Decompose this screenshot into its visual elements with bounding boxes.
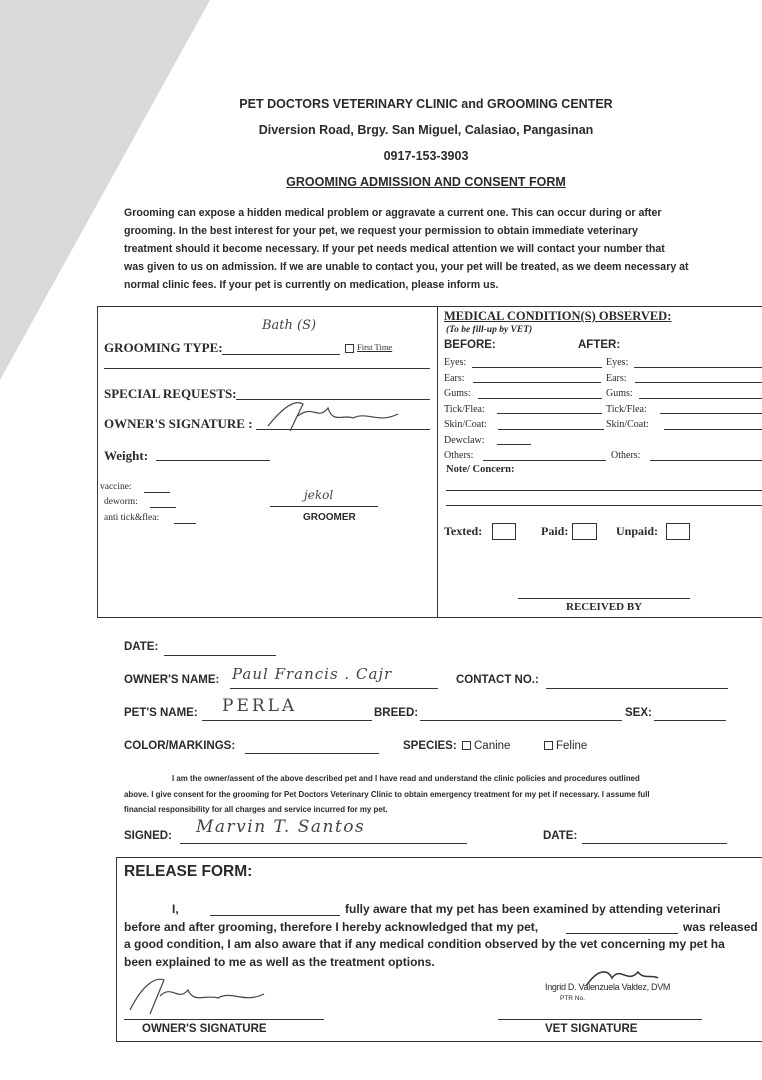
vaccine-line[interactable] bbox=[144, 492, 170, 493]
release-line-1: fully aware that my pet has been examined by attending veterinari bbox=[345, 902, 721, 916]
release-line-4: been explained to me as well as the treatment options. bbox=[124, 955, 435, 969]
texted-checkbox[interactable] bbox=[492, 523, 516, 540]
before-dewclaw-line[interactable] bbox=[497, 444, 531, 445]
grooming-type-label: GROOMING TYPE: bbox=[104, 340, 223, 355]
deworm-label: deworm: bbox=[104, 497, 138, 507]
breed-label: BREED: bbox=[374, 707, 419, 719]
after-item-others: Others: bbox=[611, 450, 641, 461]
after-eyes-line[interactable] bbox=[634, 367, 762, 368]
groomer-label: GROOMER bbox=[303, 512, 356, 523]
after-list bbox=[606, 355, 649, 464]
before-item-eyes: Eyes: bbox=[444, 357, 467, 368]
received-by-line[interactable] bbox=[518, 598, 690, 599]
signed-value: Marvin T. Santos bbox=[196, 817, 366, 837]
received-by-label: RECEIVED BY bbox=[566, 601, 643, 613]
texted-label: Texted: bbox=[444, 524, 483, 538]
release-owner-name-line[interactable] bbox=[210, 915, 340, 916]
medical-title: MEDICAL CONDITION(S) OBSERVED: bbox=[444, 309, 672, 323]
vet-ptr-no: PTR No. bbox=[560, 995, 585, 1002]
grooming-type-extra-line bbox=[104, 368, 430, 369]
consent-line: I am the owner/assent of the above described pet and I have read and understand the clinic policies and procedures outlined bbox=[172, 774, 640, 783]
before-item-others: Others: bbox=[444, 450, 474, 461]
form-title: GROOMING ADMISSION AND CONSENT FORM bbox=[286, 175, 566, 189]
intro-line: grooming. In the best interest for your pet, we request your permission to obtain immediate veterinary bbox=[124, 225, 638, 237]
after-ears-line[interactable] bbox=[635, 382, 762, 383]
before-item-ears: Ears: bbox=[444, 372, 465, 384]
intro-paragraph bbox=[124, 204, 689, 294]
breed-line[interactable] bbox=[420, 720, 622, 721]
vet-signature-label: VET SIGNATURE bbox=[545, 1023, 638, 1035]
sex-label: SEX: bbox=[625, 707, 652, 719]
species-label: SPECIES: bbox=[403, 740, 457, 752]
contact-line[interactable] bbox=[546, 688, 728, 689]
signed-label: SIGNED: bbox=[124, 830, 172, 842]
canine-label: Canine bbox=[474, 740, 511, 752]
after-tick-line[interactable] bbox=[660, 413, 762, 414]
owner-name-label: OWNER'S NAME: bbox=[124, 674, 220, 686]
release-owner-signature-label: OWNER'S SIGNATURE bbox=[142, 1023, 267, 1035]
release-i-label: I, bbox=[172, 902, 179, 916]
contact-label: CONTACT NO.: bbox=[456, 674, 539, 686]
feline-label: Feline bbox=[556, 740, 588, 752]
date-label: DATE: bbox=[124, 641, 159, 653]
owner-signature-label: OWNER'S SIGNATURE : bbox=[104, 416, 253, 431]
intro-line: normal clinic fees. If your pet is currently on medication, please inform us. bbox=[124, 279, 499, 291]
pet-name-label: PET'S NAME: bbox=[124, 707, 198, 719]
medical-subtitle: (To be fill-up by VET) bbox=[446, 325, 533, 335]
groomer-name: jekol bbox=[304, 488, 334, 502]
clinic-name: PET DOCTORS VETERINARY CLINIC and GROOMING CENTER bbox=[239, 97, 613, 111]
anti-tick-label: anti tick&flea: bbox=[104, 513, 160, 523]
canine-checkbox[interactable] bbox=[462, 741, 471, 750]
color-line[interactable] bbox=[245, 753, 379, 754]
release-owner-signature-drawing bbox=[122, 972, 272, 1017]
consent-line: financial responsibility for all charges and service incurred for my pet. bbox=[124, 805, 388, 814]
after-item-eyes: Eyes: bbox=[606, 357, 629, 368]
species-feline-option[interactable] bbox=[544, 740, 587, 752]
after-label: AFTER: bbox=[578, 339, 621, 351]
release-owner-signature-line[interactable] bbox=[124, 1019, 324, 1020]
release-line-3: a good condition, I am also aware that if any medical condition observed by the vet concerning my pet ha bbox=[124, 937, 725, 951]
clinic-address: Diversion Road, Brgy. San Miguel, Calasiao, Pangasinan bbox=[258, 123, 594, 137]
pet-name-line[interactable] bbox=[202, 720, 372, 721]
after-skin-line[interactable] bbox=[664, 429, 762, 430]
weight-label: Weight: bbox=[104, 448, 149, 463]
intro-line: Grooming can expose a hidden medical problem or aggravate a current one. This can occur during or after bbox=[124, 207, 662, 219]
intro-line: treatment should it become necessary. If your pet needs medical attention we will contact your number that bbox=[124, 243, 665, 255]
first-time-checkbox[interactable] bbox=[345, 344, 354, 353]
weight-line[interactable] bbox=[156, 460, 270, 461]
unpaid-label: Unpaid: bbox=[616, 524, 659, 538]
before-label: BEFORE: bbox=[444, 339, 496, 351]
signed-date-line[interactable] bbox=[582, 843, 727, 844]
note-label: Note/ Concern: bbox=[446, 464, 515, 475]
note-line-2[interactable] bbox=[446, 505, 762, 506]
after-item-ears: Ears: bbox=[606, 372, 627, 384]
release-line-2b: was released bbox=[683, 920, 758, 934]
unpaid-checkbox[interactable] bbox=[666, 523, 690, 540]
anti-tick-line[interactable] bbox=[174, 523, 196, 524]
first-time-label: First Time bbox=[357, 342, 393, 352]
after-others-line[interactable] bbox=[650, 460, 762, 461]
before-eyes-line[interactable] bbox=[472, 367, 602, 368]
vet-signature-drawing bbox=[582, 964, 662, 994]
release-line-2a: before and after grooming, therefore I hereby acknowledged that my pet, bbox=[124, 920, 539, 934]
pet-name-value: PERLA bbox=[222, 696, 298, 716]
vet-name-stamp: Ingrid D. Valenzuela Valdez, DVM bbox=[545, 982, 671, 992]
grooming-type-value: Bath (S) bbox=[262, 318, 317, 333]
box-divider bbox=[437, 306, 438, 617]
grooming-type-line[interactable] bbox=[222, 354, 340, 355]
before-item-tick: Tick/Flea: bbox=[444, 403, 485, 415]
owner-name-value: Paul Francis . Cajr bbox=[232, 665, 393, 683]
special-requests-label: SPECIAL REQUESTS: bbox=[104, 386, 237, 401]
note-line-1[interactable] bbox=[446, 490, 762, 491]
before-skin-line[interactable] bbox=[498, 429, 604, 430]
before-ears-line[interactable] bbox=[473, 382, 601, 383]
after-item-gums: Gums: bbox=[606, 388, 633, 399]
release-title: RELEASE FORM: bbox=[124, 863, 253, 880]
groomer-line[interactable] bbox=[270, 506, 378, 507]
first-time-option[interactable] bbox=[345, 342, 392, 353]
owner-signature-drawing bbox=[258, 396, 408, 436]
intro-line: was given to us on admission. If we are unable to contact you, your pet will be treated, as we deem necessary at bbox=[124, 261, 689, 273]
vaccine-label: vaccine: bbox=[100, 482, 132, 492]
before-item-dewclaw: Dewclaw: bbox=[444, 434, 485, 446]
species-canine-option[interactable] bbox=[462, 740, 510, 752]
consent-line: above. I give consent for the grooming for Pet Doctors Veterinary Clinic to obtain emergency treatment for my pet if necessary. I assume full bbox=[124, 789, 650, 799]
before-tick-line[interactable] bbox=[497, 413, 602, 414]
signed-date-label: DATE: bbox=[543, 830, 578, 842]
clinic-phone: 0917-153-3903 bbox=[383, 149, 469, 163]
date-line[interactable] bbox=[164, 655, 276, 656]
before-item-gums: Gums: bbox=[444, 388, 471, 399]
consent-paragraph bbox=[124, 771, 650, 818]
after-item-skin: Skin/Coat: bbox=[606, 419, 649, 430]
sex-line[interactable] bbox=[654, 720, 726, 721]
release-pet-name-line[interactable] bbox=[566, 933, 678, 934]
paid-checkbox[interactable] bbox=[572, 523, 597, 540]
deworm-line[interactable] bbox=[150, 507, 176, 508]
after-item-tick: Tick/Flea: bbox=[606, 403, 647, 415]
feline-checkbox[interactable] bbox=[544, 741, 553, 750]
vet-signature-line[interactable] bbox=[498, 1019, 702, 1020]
owner-name-line[interactable] bbox=[230, 688, 438, 689]
paid-label: Paid: bbox=[541, 524, 569, 538]
before-item-skin: Skin/Coat: bbox=[444, 419, 487, 430]
before-gums-line[interactable] bbox=[478, 398, 602, 399]
color-label: COLOR/MARKINGS: bbox=[124, 740, 236, 752]
after-gums-line[interactable] bbox=[639, 398, 762, 399]
before-others-line[interactable] bbox=[483, 460, 606, 461]
signed-line[interactable] bbox=[180, 843, 467, 844]
before-list bbox=[444, 355, 487, 464]
